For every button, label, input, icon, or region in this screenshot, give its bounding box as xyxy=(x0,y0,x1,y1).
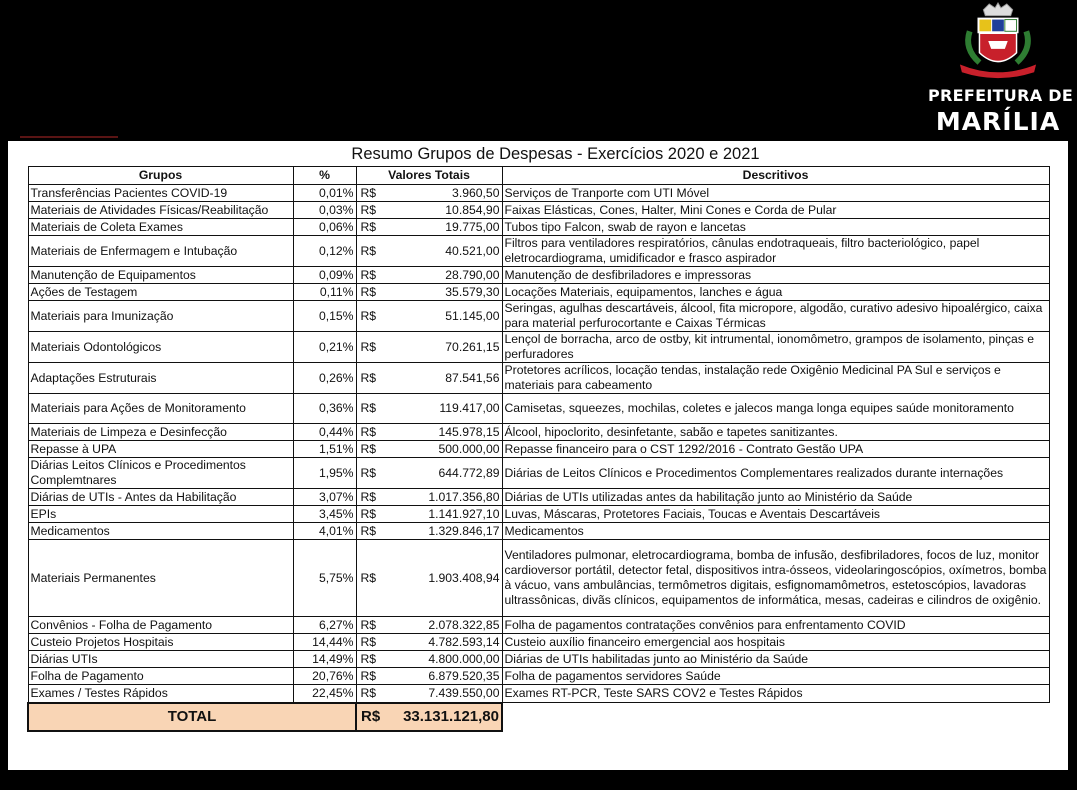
group-cell: Transferências Pacientes COVID-19 xyxy=(28,185,293,202)
table-row xyxy=(28,634,1049,651)
percent-cell: 1,51% xyxy=(293,441,356,458)
currency-cell: R$ xyxy=(356,202,386,219)
currency-cell: R$ xyxy=(356,185,386,202)
document-title: Resumo Grupos de Despesas - Exercícios 2020 e 2021 xyxy=(351,145,760,163)
group-cell: Repasse à UPA xyxy=(28,441,293,458)
group-cell: Adaptações Estruturais xyxy=(28,363,293,394)
total-blank xyxy=(502,703,1049,731)
prefeitura-logo xyxy=(928,2,1074,138)
group-cell: Diárias Leitos Clínicos e Procedimentos Complemtnares xyxy=(28,458,293,489)
percent-cell: 14,44% xyxy=(293,634,356,651)
percent-cell: 6,27% xyxy=(293,617,356,634)
group-cell: Manutenção de Equipamentos xyxy=(28,267,293,284)
group-cell: Ações de Testagem xyxy=(28,284,293,301)
description-cell: Exames RT-PCR, Teste SARS COV2 e Testes Rápidos xyxy=(502,685,1049,703)
value-cell: 40.521,00 xyxy=(386,236,502,267)
decorative-red-line xyxy=(20,136,118,138)
currency-cell: R$ xyxy=(356,489,386,506)
table-row xyxy=(28,363,1049,394)
currency-cell: R$ xyxy=(356,236,386,267)
percent-cell: 0,01% xyxy=(293,185,356,202)
table-row xyxy=(28,424,1049,441)
group-cell: EPIs xyxy=(28,506,293,523)
percent-cell: 0,26% xyxy=(293,363,356,394)
percent-cell: 0,15% xyxy=(293,301,356,332)
currency-cell: R$ xyxy=(356,651,386,668)
value-cell: 2.078.322,85 xyxy=(386,617,502,634)
description-cell: Álcool, hipoclorito, desinfetante, sabão e tapetes sanitizantes. xyxy=(502,424,1049,441)
table-row xyxy=(28,441,1049,458)
group-cell: Materiais para Ações de Monitoramento xyxy=(28,394,293,424)
percent-cell: 14,49% xyxy=(293,651,356,668)
group-cell: Materiais para Imunização xyxy=(28,301,293,332)
description-cell: Lençol de borracha, arco de ostby, kit intrumental, ionomômetro, grampos de isolamento, pinças e perfuradores xyxy=(502,332,1049,363)
currency-cell: R$ xyxy=(356,301,386,332)
header-valores: Valores Totais xyxy=(356,167,502,185)
table-row xyxy=(28,617,1049,634)
currency-cell: R$ xyxy=(356,267,386,284)
percent-cell: 0,09% xyxy=(293,267,356,284)
value-cell: 28.790,00 xyxy=(386,267,502,284)
currency-cell: R$ xyxy=(356,424,386,441)
group-cell: Materiais de Coleta Exames xyxy=(28,219,293,236)
description-cell: Folha de pagamentos contratações convênios para enfrentamento COVID xyxy=(502,617,1049,634)
table-row xyxy=(28,219,1049,236)
header-pct: % xyxy=(293,167,356,185)
percent-cell: 0,12% xyxy=(293,236,356,267)
table-row xyxy=(28,332,1049,363)
percent-cell: 0,44% xyxy=(293,424,356,441)
percent-cell: 0,06% xyxy=(293,219,356,236)
header-grupos: Grupos xyxy=(28,167,293,185)
currency-cell: R$ xyxy=(356,394,386,424)
description-cell: Seringas, agulhas descartáveis, álcool, fita micropore, algodão, curativo adesivo hipoalérgico, caixa para material perfurocortante e Caixas Térmicas xyxy=(502,301,1049,332)
percent-cell: 22,45% xyxy=(293,685,356,703)
description-cell: Filtros para ventiladores respiratórios, cânulas endotraqueais, filtro bacteriológico, papel eletrocardiograma, umidificador e frasco aspirador xyxy=(502,236,1049,267)
coat-of-arms-icon xyxy=(955,2,1041,84)
value-cell: 87.541,56 xyxy=(386,363,502,394)
percent-cell: 5,75% xyxy=(293,540,356,617)
value-cell: 1.141.927,10 xyxy=(386,506,502,523)
description-cell: Diárias de Leitos Clínicos e Procedimentos Complementares realizados durante internações xyxy=(502,458,1049,489)
value-cell: 119.417,00 xyxy=(386,394,502,424)
group-cell: Diárias de UTIs - Antes da Habilitação xyxy=(28,489,293,506)
table-row xyxy=(28,301,1049,332)
currency-cell: R$ xyxy=(356,617,386,634)
currency-cell: R$ xyxy=(356,458,386,489)
group-cell: Materiais de Atividades Físicas/Reabilitação xyxy=(28,202,293,219)
currency-cell: R$ xyxy=(356,332,386,363)
percent-cell: 0,21% xyxy=(293,332,356,363)
value-cell: 6.879.520,35 xyxy=(386,668,502,685)
currency-cell: R$ xyxy=(356,540,386,617)
table-row xyxy=(28,458,1049,489)
total-row xyxy=(28,703,1049,731)
value-cell: 3.960,50 xyxy=(386,185,502,202)
table-row xyxy=(28,489,1049,506)
currency-cell: R$ xyxy=(356,441,386,458)
value-cell: 644.772,89 xyxy=(386,458,502,489)
table-row xyxy=(28,236,1049,267)
brand-line2: MARÍLIA xyxy=(935,107,1061,136)
group-cell: Materiais Permanentes xyxy=(28,540,293,617)
table-row xyxy=(28,506,1049,523)
value-cell: 51.145,00 xyxy=(386,301,502,332)
brand-line1: PREFEITURA DE xyxy=(928,86,1074,105)
percent-cell: 20,76% xyxy=(293,668,356,685)
header-descritivos: Descritivos xyxy=(502,167,1049,185)
description-cell: Serviços de Tranporte com UTI Móvel xyxy=(502,185,1049,202)
value-cell: 4.800.000,00 xyxy=(386,651,502,668)
description-cell: Tubos tipo Falcon, swab de rayon e lancetas xyxy=(502,219,1049,236)
table-row xyxy=(28,394,1049,424)
currency-cell: R$ xyxy=(356,685,386,703)
group-cell: Materiais Odontológicos xyxy=(28,332,293,363)
currency-cell: R$ xyxy=(356,668,386,685)
description-cell: Folha de pagamentos servidores Saúde xyxy=(502,668,1049,685)
description-cell: Luvas, Máscaras, Protetores Faciais, Toucas e Aventais Descartáveis xyxy=(502,506,1049,523)
value-cell: 500.000,00 xyxy=(386,441,502,458)
expenses-table xyxy=(27,166,1050,732)
group-cell: Diárias UTIs xyxy=(28,651,293,668)
description-cell: Ventiladores pulmonar, eletrocardiograma, bomba de infusão, desfibriladores, focos de luz, monitor cardioversor portátil, detector fetal, dispositivos intra-ósseos, videolaringoscópios, oxímetros, bomba à vácuo, vans ambulâncias, termômetros digitais, esfignomamômetros, estetoscópios, lavadoras ultrassônicas, divãs clínicos, equipamentos de informática, mesas, cadeiras e cilindros de oxigênio. xyxy=(502,540,1049,617)
group-cell: Exames / Testes Rápidos xyxy=(28,685,293,703)
percent-cell: 1,95% xyxy=(293,458,356,489)
total-currency: R$ xyxy=(356,703,386,731)
description-cell: Repasse financeiro para o CST 1292/2016 - Contrato Gestão UPA xyxy=(502,441,1049,458)
table-row xyxy=(28,668,1049,685)
table-row xyxy=(28,540,1049,617)
group-cell: Folha de Pagamento xyxy=(28,668,293,685)
value-cell: 70.261,15 xyxy=(386,332,502,363)
percent-cell: 3,07% xyxy=(293,489,356,506)
description-cell: Diárias de UTIs utilizadas antes da habilitação junto ao Ministério da Saúde xyxy=(502,489,1049,506)
currency-cell: R$ xyxy=(356,506,386,523)
currency-cell: R$ xyxy=(356,284,386,301)
table-row xyxy=(28,651,1049,668)
percent-cell: 3,45% xyxy=(293,506,356,523)
value-cell: 4.782.593,14 xyxy=(386,634,502,651)
currency-cell: R$ xyxy=(356,634,386,651)
description-cell: Medicamentos xyxy=(502,523,1049,540)
currency-cell: R$ xyxy=(356,523,386,540)
group-cell: Medicamentos xyxy=(28,523,293,540)
group-cell: Convênios - Folha de Pagamento xyxy=(28,617,293,634)
value-cell: 145.978,15 xyxy=(386,424,502,441)
percent-cell: 0,03% xyxy=(293,202,356,219)
description-cell: Camisetas, squeezes, mochilas, coletes e jalecos manga longa equipes saúde monitoramento xyxy=(502,394,1049,424)
description-cell: Protetores acrílicos, locação tendas, instalação rede Oxigênio Medicinal PA Sul e serviços e materiais para cabeamento xyxy=(502,363,1049,394)
value-cell: 1.329.846,17 xyxy=(386,523,502,540)
value-cell: 1.017.356,80 xyxy=(386,489,502,506)
group-cell: Materiais de Limpeza e Desinfecção xyxy=(28,424,293,441)
description-cell: Manutenção de desfibriladores e impressoras xyxy=(502,267,1049,284)
currency-cell: R$ xyxy=(356,219,386,236)
table-row xyxy=(28,523,1049,540)
group-cell: Custeio Projetos Hospitais xyxy=(28,634,293,651)
value-cell: 1.903.408,94 xyxy=(386,540,502,617)
value-cell: 7.439.550,00 xyxy=(386,685,502,703)
percent-cell: 0,11% xyxy=(293,284,356,301)
percent-cell: 0,36% xyxy=(293,394,356,424)
description-cell: Diárias de UTIs habilitadas junto ao Ministério da Saúde xyxy=(502,651,1049,668)
percent-cell: 4,01% xyxy=(293,523,356,540)
description-cell: Custeio auxílio financeiro emergencial aos hospitais xyxy=(502,634,1049,651)
group-cell: Materiais de Enfermagem e Intubação xyxy=(28,236,293,267)
currency-cell: R$ xyxy=(356,363,386,394)
total-label: TOTAL xyxy=(28,703,356,731)
table-row xyxy=(28,284,1049,301)
value-cell: 19.775,00 xyxy=(386,219,502,236)
description-cell: Faixas Elásticas, Cones, Halter, Mini Cones e Corda de Pular xyxy=(502,202,1049,219)
description-cell: Locações Materiais, equipamentos, lanches e água xyxy=(502,284,1049,301)
value-cell: 10.854,90 xyxy=(386,202,502,219)
table-row xyxy=(28,267,1049,284)
table-row xyxy=(28,685,1049,703)
table-row xyxy=(28,202,1049,219)
document-panel xyxy=(8,141,1068,770)
table-header-row xyxy=(28,167,1049,185)
total-value: 33.131.121,80 xyxy=(386,703,502,731)
value-cell: 35.579,30 xyxy=(386,284,502,301)
table-row xyxy=(28,185,1049,202)
